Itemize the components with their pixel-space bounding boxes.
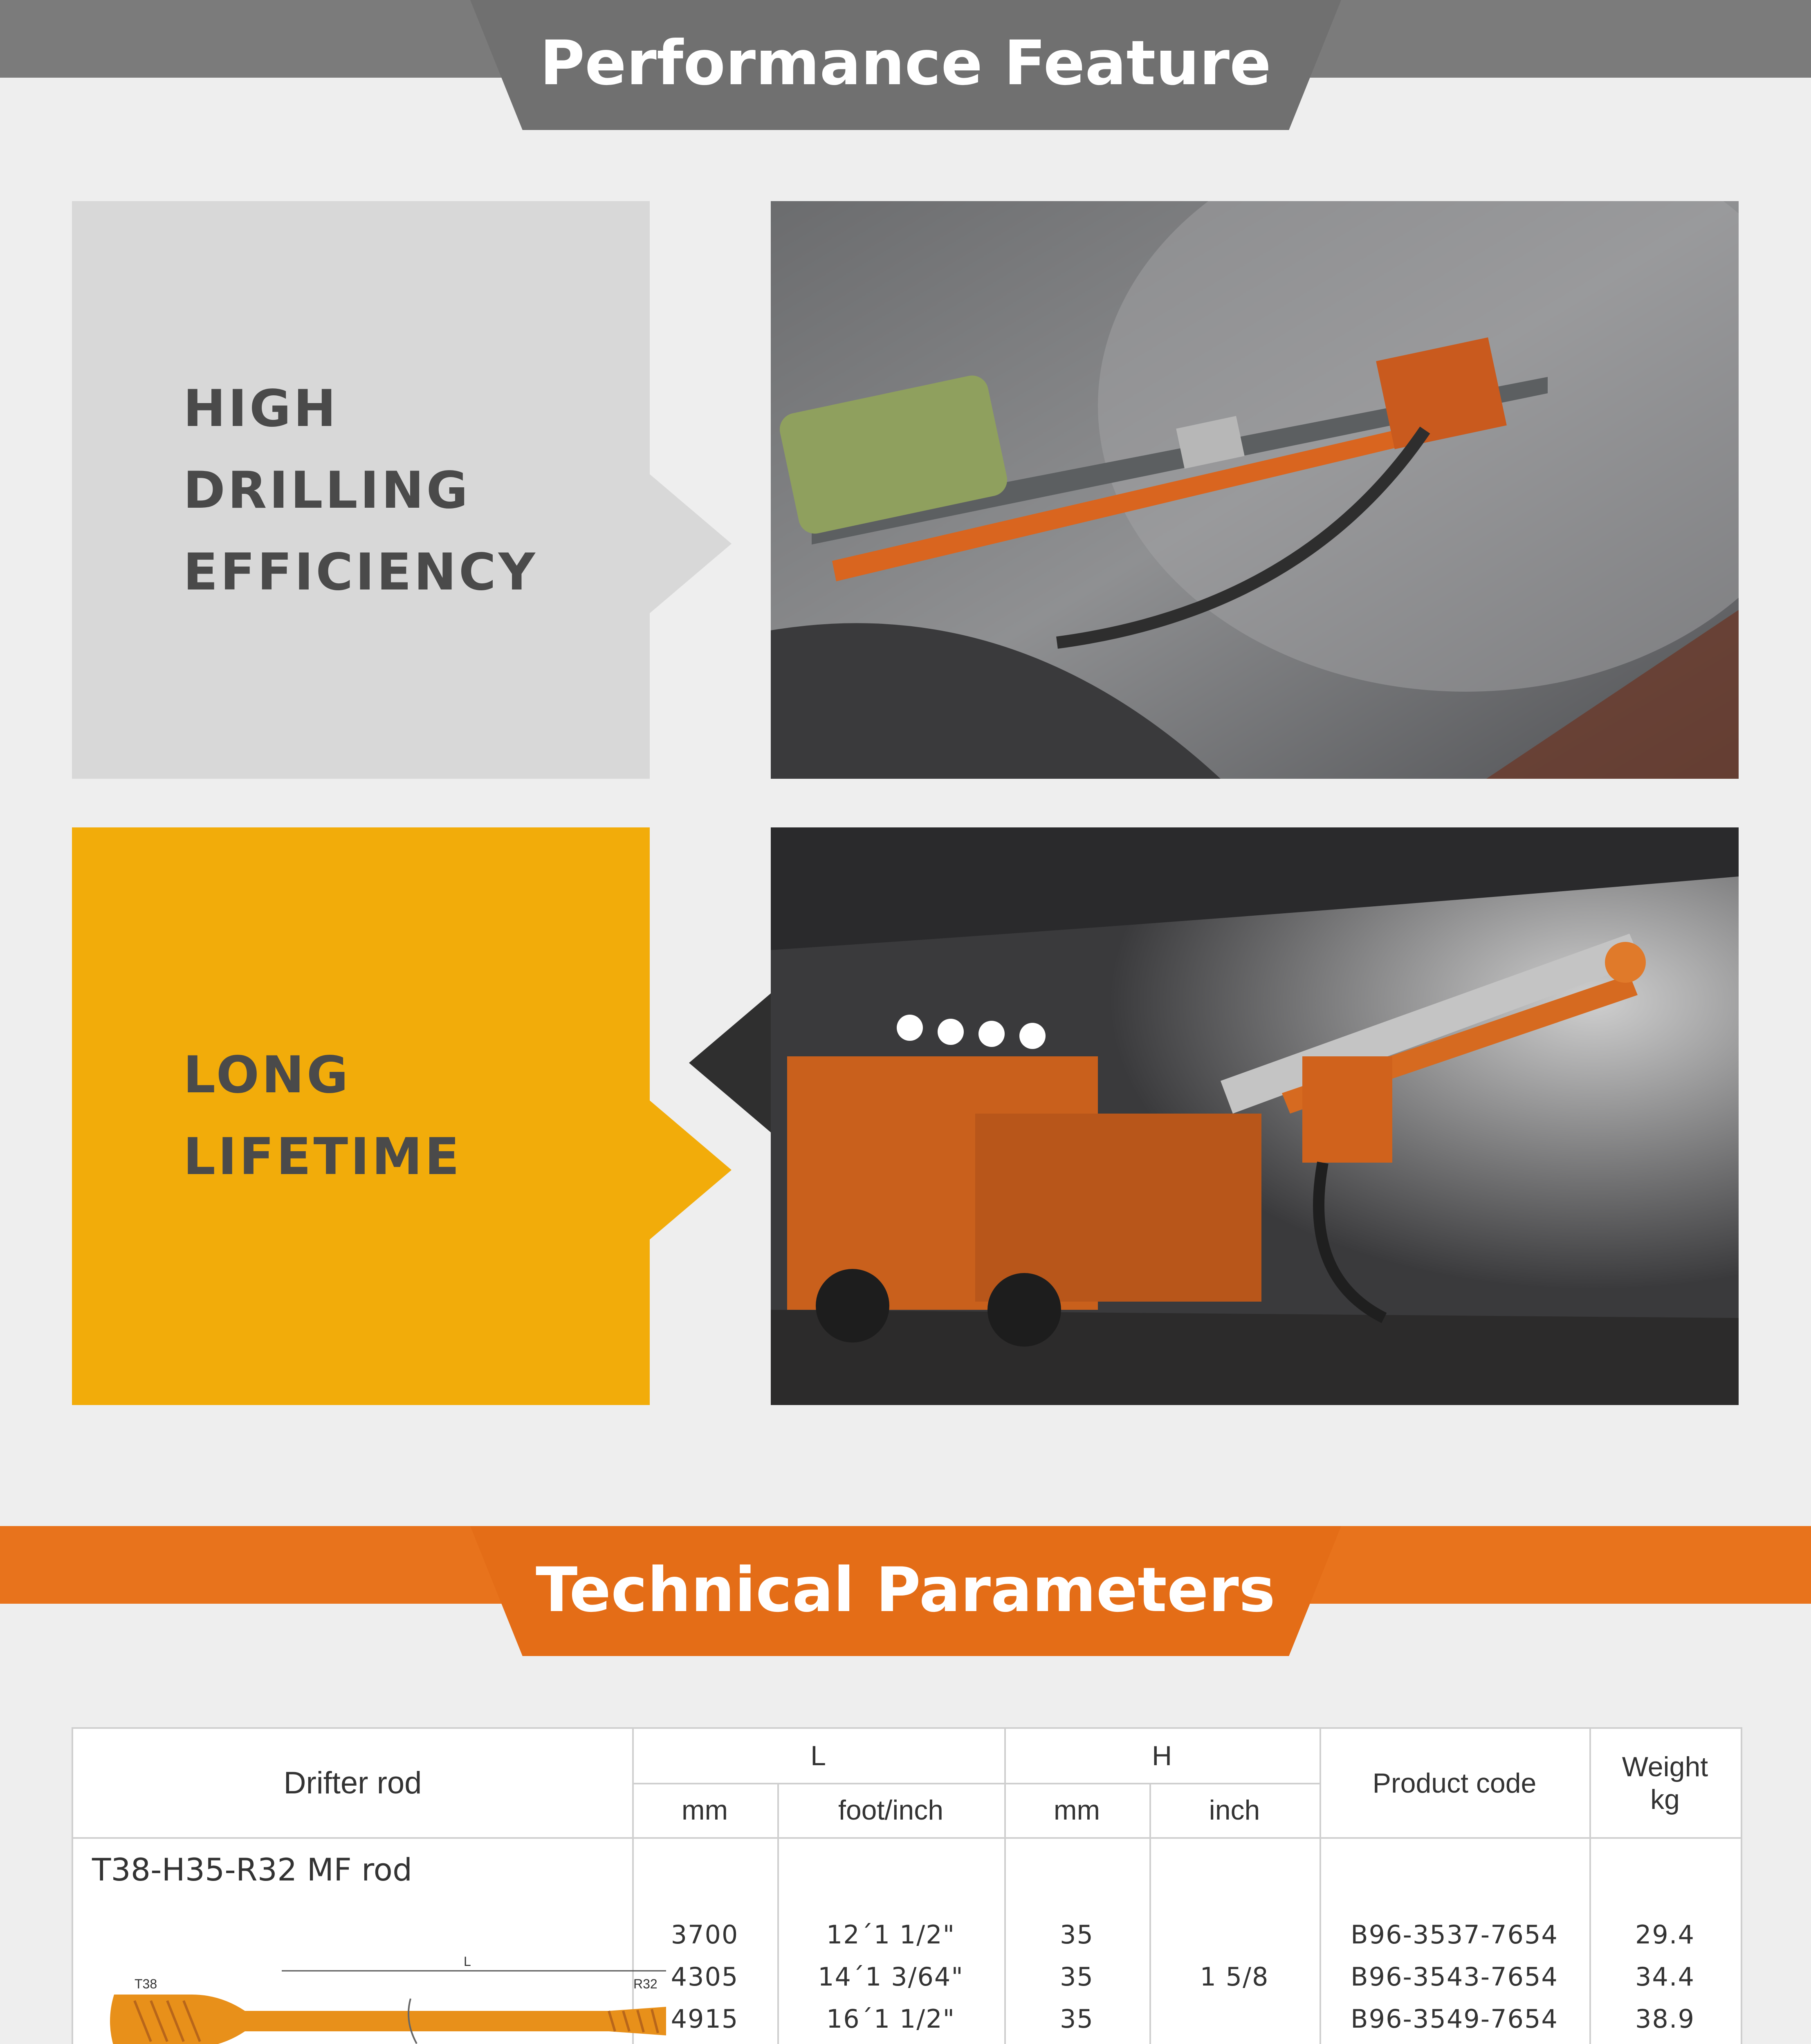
cell-value [1589,2040,1741,2044]
feature-line: EFFICIENCY [183,543,538,602]
cell-value: 4305 [671,1962,739,1992]
drilling-jumbo-photo [771,827,1739,1405]
cell-value [632,2040,777,2044]
row1-weight [1589,1914,1741,2044]
rod-name: T38-H35-R32 MF rod [92,1851,413,1888]
header-weight-unit: kg [1650,1784,1680,1815]
header-l-mm: mm [681,1794,728,1826]
drill-rig-photo [771,201,1739,779]
header-h: H [1151,1740,1172,1771]
row1-h-mm [1004,1914,1149,2044]
cell-value: 14´1 3/64" [818,1962,964,1992]
cell-value: 3700 [671,1920,739,1950]
header-weight [1589,1729,1741,1837]
cell-value: 35 [1060,2004,1094,2034]
header-drifter-rod: Drifter rod [283,1766,422,1800]
performance-title: Performance Feature [540,28,1271,99]
grid-line [1149,1783,1151,2044]
feature-line: LONG [183,1046,351,1105]
row1-product-code [1320,1914,1589,2044]
feature-line: HIGH [183,379,339,438]
header-l: L [810,1740,826,1771]
header-h-mm: mm [1053,1794,1100,1826]
cell-value: 1 5/8 [1200,1962,1269,1992]
cell-value: 4915 [671,2004,739,2034]
rod-left-label: T38 [135,1977,157,1991]
feature-line: LIFETIME [183,1127,462,1186]
cell-value: 35 [1060,1962,1094,1992]
cell-value [1320,2040,1589,2044]
header-product-code: Product code [1372,1767,1537,1799]
cell-value: B96-3543-7654 [1351,1962,1558,1992]
cell-value: 12´1 1/2" [826,1920,956,1950]
rod-diagram-mf [106,1950,687,2044]
header-h-inch: inch [1209,1794,1260,1826]
cell-value [777,2040,1004,2044]
row1-l-foot [777,1914,1004,2044]
row1-h-inch [1149,1956,1320,1998]
grid-line [632,1783,1320,1784]
cell-value: 16´1 1/2" [826,2004,956,2034]
feature-high-drilling-text [183,368,538,613]
rod-length-label: L [464,1954,471,1969]
feature-long-lifetime-text [183,1034,462,1198]
cell-value: 38.9 [1635,2004,1695,2034]
grid-line [73,1837,1741,1839]
cell-value: 35 [1060,1920,1094,1950]
rod-right-label: R32 [633,1977,658,1991]
cell-value: 29.4 [1635,1920,1695,1950]
cell-value: B96-3537-7654 [1351,1920,1558,1950]
header-weight-label: Weight [1622,1751,1708,1782]
feature-arrow-right-icon [650,474,732,613]
header-l-foot: foot/inch [838,1794,944,1826]
feature-line: DRILLING [183,461,471,520]
spec-table [72,1727,1742,2044]
technical-title: Technical Parameters [536,1555,1275,1626]
feature-arrow-left-icon [689,993,771,1132]
row1-l-mm [632,1914,777,2044]
cell-value [1004,2040,1149,2044]
cell-value: B96-3549-7654 [1351,2004,1558,2034]
cell-value: 34.4 [1635,1962,1695,1992]
